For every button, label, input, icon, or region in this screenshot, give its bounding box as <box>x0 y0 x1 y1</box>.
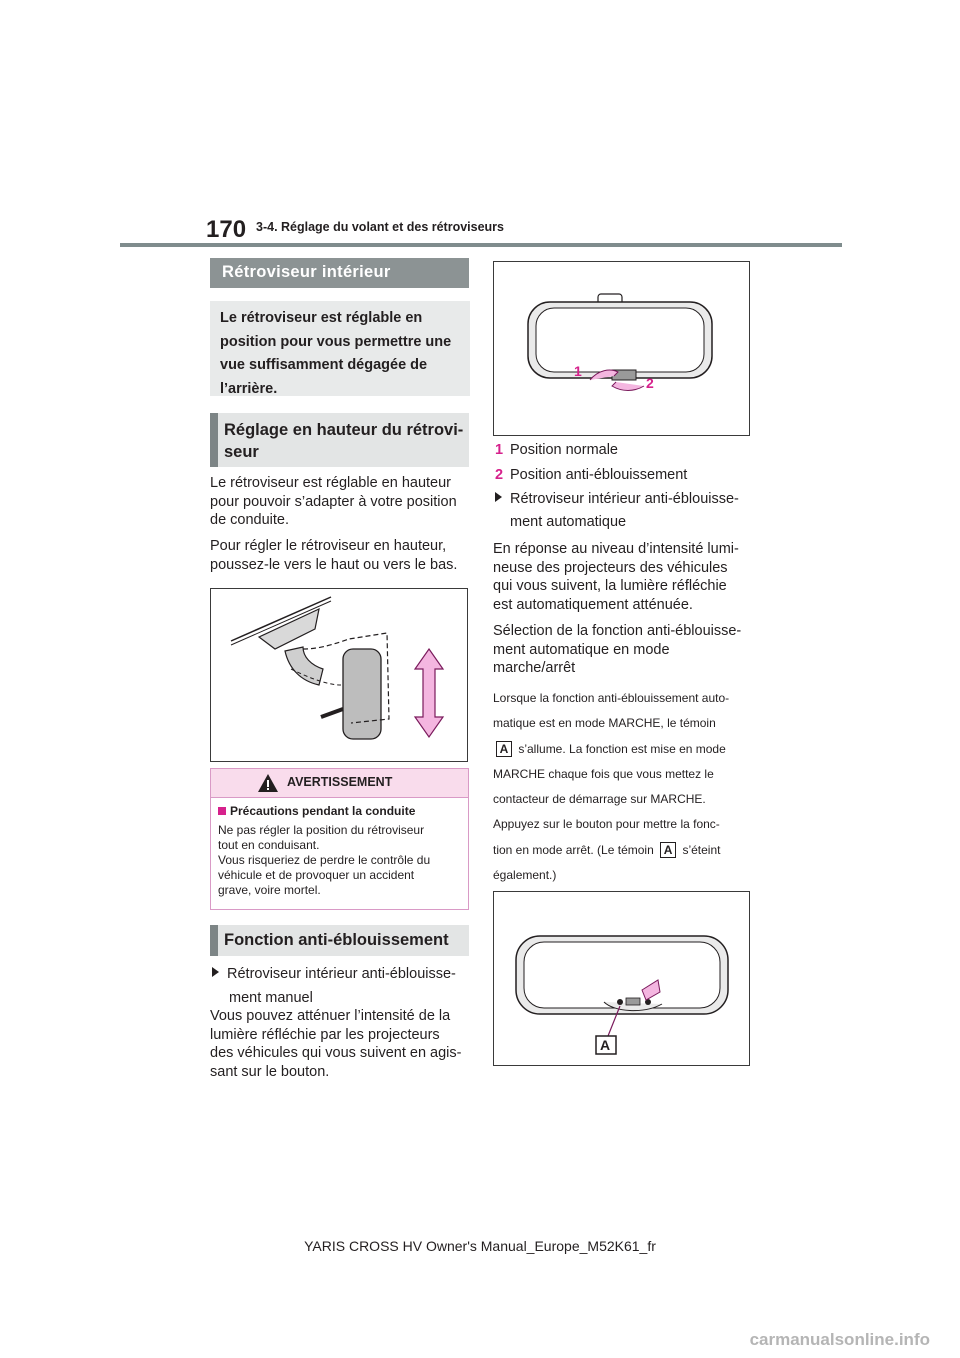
triangle-bullet-icon <box>495 492 502 502</box>
legend-number: 1 <box>495 442 504 458</box>
text-line: Sélection de la fonction anti-éblouisse- <box>493 623 742 639</box>
intro-line: vue suffisamment dégagée de <box>220 357 428 373</box>
page-number: 170 <box>206 216 247 243</box>
figure-label-a: A <box>600 1037 611 1053</box>
note-line: également.) <box>493 868 557 883</box>
auto-mirror-illustration <box>494 892 749 1065</box>
auto-bullet <box>495 488 757 534</box>
heading-height-adjust-line: seur <box>224 443 259 461</box>
text-line: neuse des projecteurs des véhicules <box>493 559 728 576</box>
warning-line: Ne pas régler la position du rétroviseur <box>218 823 425 837</box>
warning-line: grave, voire mortel. <box>218 883 321 897</box>
heading-rearview-mirror-text: Rétroviseur intérieur <box>222 263 391 281</box>
figure-auto-mirror <box>493 891 750 1066</box>
auto-paragraph-2 <box>493 622 755 678</box>
warning-text <box>218 823 468 898</box>
bullet-row <box>212 962 474 986</box>
height-paragraph-1 <box>210 474 472 530</box>
triangle-bullet-icon <box>212 967 219 977</box>
note-line: Appuyez sur le bouton pour mettre la fonc- <box>493 817 720 832</box>
text-line: Vous pouvez atténuer l’intensité de la <box>210 1008 451 1024</box>
text-line: qui vous suivent, la lumière réfléchie <box>493 578 727 594</box>
legend-number: 2 <box>495 467 504 483</box>
warning-line: Vous risqueriez de perdre le contrôle du <box>218 853 431 867</box>
auto-paragraph-1 <box>493 540 755 614</box>
heading-antiglare-text: Fonction anti-éblouissement <box>224 931 449 949</box>
footer: YARIS CROSS HV Owner's Manual_Europe_M52K61_fr <box>304 1238 656 1254</box>
heading-height-adjust <box>210 413 469 467</box>
header-rule <box>120 243 842 247</box>
text-line: marche/arrêt <box>493 660 576 676</box>
auto-note <box>493 686 755 888</box>
manual-mirror-illustration <box>494 262 749 435</box>
note-text: tion en mode arrêt. (Le témoin <box>493 842 654 857</box>
intro-line: Le rétroviseur est réglable en <box>220 310 423 326</box>
figure-label-2: 2 <box>646 375 654 391</box>
legend-text: Position normale <box>510 442 618 458</box>
heading-rearview-mirror <box>210 258 469 288</box>
warning-subtitle-row <box>218 803 468 819</box>
text-line: de conduite. <box>210 512 290 528</box>
height-paragraph-2 <box>210 537 472 574</box>
figure-label-1: 1 <box>574 363 582 379</box>
text-line: lumière réfléchie par les projecteurs <box>210 1026 440 1043</box>
text-line: des véhicules qui vous suivent en agis- <box>210 1045 462 1061</box>
text-line: pour pouvoir s’adapter à votre position <box>210 493 457 510</box>
legend-item <box>495 438 757 463</box>
indicator-a-badge: A <box>496 741 512 757</box>
note-line: MARCHE chaque fois que vous mettez le <box>493 766 714 781</box>
heading-antiglare <box>210 925 469 956</box>
note-line-badge <box>493 838 755 863</box>
heading-height-adjust-line: Réglage en hauteur du rétrovi- <box>224 421 464 439</box>
warning-title: AVERTISSEMENT <box>287 775 393 789</box>
manual-bullet <box>212 962 474 1010</box>
text-line: poussez-le vers le haut ou vers le bas. <box>210 556 458 573</box>
figure-mirror-height <box>210 588 468 762</box>
note-line: contacteur de démarrage sur MARCHE. <box>493 792 706 807</box>
legend-item <box>495 463 757 488</box>
note-line: Lorsque la fonction anti-éblouissement auto- <box>493 691 730 705</box>
intro-box <box>210 301 470 396</box>
text-line: Pour régler le rétroviseur en hauteur, <box>210 538 447 554</box>
figure-manual-mirror <box>493 261 750 436</box>
bullet-text: ment automatique <box>510 514 627 530</box>
text-line: ment automatique en mode <box>493 641 670 658</box>
warning-line: véhicule et de provoquer un accident <box>218 868 415 882</box>
bullet-row <box>495 488 757 511</box>
bullet-text: ment manuel <box>229 990 313 1006</box>
text-line: Le rétroviseur est réglable en hauteur <box>210 475 452 491</box>
warning-box <box>210 768 469 910</box>
manual-paragraph <box>210 1007 472 1081</box>
indicator-a-badge: A <box>660 842 676 858</box>
note-line-badge <box>493 737 755 762</box>
section-title: 3-4. Réglage du volant et des rétroviseurs <box>256 220 504 234</box>
legend-text: Position anti-éblouissement <box>510 467 688 483</box>
text-line: En réponse au niveau d’intensité lumi- <box>493 541 739 557</box>
legend <box>495 438 757 488</box>
mirror-height-illustration <box>211 589 467 761</box>
intro-line: l’arrière. <box>220 380 278 397</box>
warning-triangle-icon <box>257 773 279 793</box>
warning-header <box>211 769 468 798</box>
bullet-square-icon <box>218 807 226 815</box>
note-line: matique est en mode MARCHE, le témoin <box>493 716 716 731</box>
note-text: s’allume. La fonction est mise en mode <box>518 741 726 756</box>
warning-subtitle: Précautions pendant la conduite <box>230 804 416 818</box>
intro-line: position pour vous permettre une <box>220 333 452 350</box>
bullet-text: Rétroviseur intérieur anti-éblouisse- <box>227 966 456 982</box>
bullet-text: Rétroviseur intérieur anti-éblouisse- <box>510 491 739 507</box>
note-text: s’éteint <box>682 842 721 857</box>
text-line: sant sur le bouton. <box>210 1063 330 1080</box>
watermark: carmanualsonline.info <box>749 1330 930 1349</box>
text-line: est automatiquement atténuée. <box>493 596 693 613</box>
warning-line: tout en conduisant. <box>218 838 320 852</box>
